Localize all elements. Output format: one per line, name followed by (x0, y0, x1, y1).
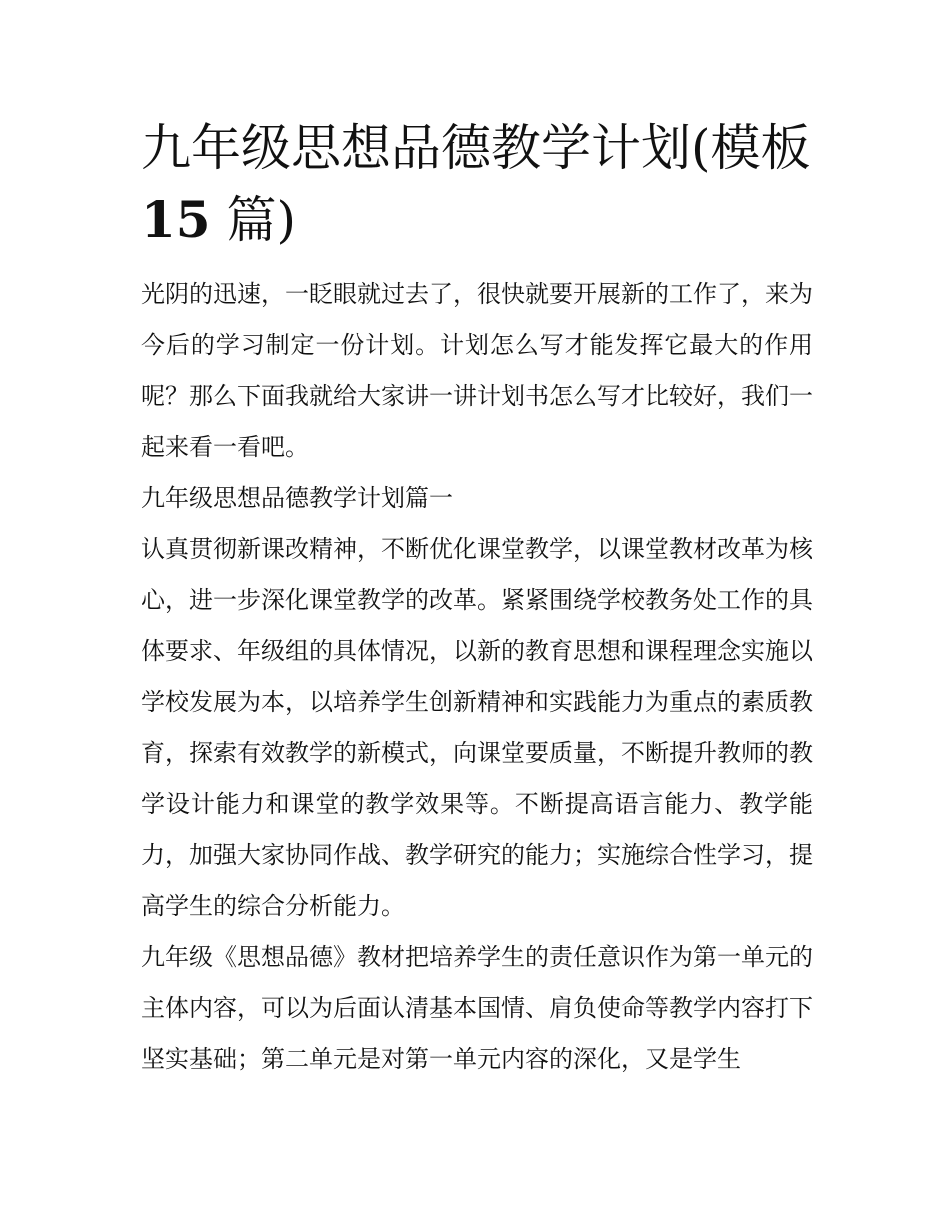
document-content (141, 112, 813, 1085)
title-text-part2: 篇) (210, 191, 296, 249)
body-paragraph: 九年级《思想品德》教材把培养学生的责任意识作为第一单元的主体内容，可以为后面认清基本国情、肩负使命等教学内容打下坚实基础；第二单元是对第一单元内容的深化，又是学生 (141, 943, 813, 1073)
document-title (141, 112, 813, 256)
intro-paragraph: 光阴的迅速，一眨眼就过去了，很快就要开展新的工作了，来为今后的学习制定一份计划。计划怎么写才能发挥它最大的作用呢？那么下面我就给大家讲一讲计划书怎么写才比较好，我们一起来看一看吧。 (141, 280, 813, 461)
title-text-part1: 九年级思想品德教学计划(模板 (141, 119, 811, 177)
body-paragraph: 认真贯彻新课改精神，不断优化课堂教学，以课堂教材改革为核心，进一步深化课堂教学的改革。紧紧围绕学校教务处工作的具体要求、年级组的具体情况，以新的教育思想和课程理念实施以学校发展为本，以培养学生创新精神和实践能力为重点的素质教育，探索有效教学的新模式，向课堂要质量，不断提升教师的教学设计能力和课堂的教学效果等。不断提高语言能力、教学能力，加强大家协同作战、教学研究的能力；实施综合性学习，提高学生的综合分析能力。 (141, 535, 813, 920)
section-heading-part-one: 九年级思想品德教学计划篇一 (141, 484, 453, 512)
title-number: 15 (141, 190, 211, 249)
